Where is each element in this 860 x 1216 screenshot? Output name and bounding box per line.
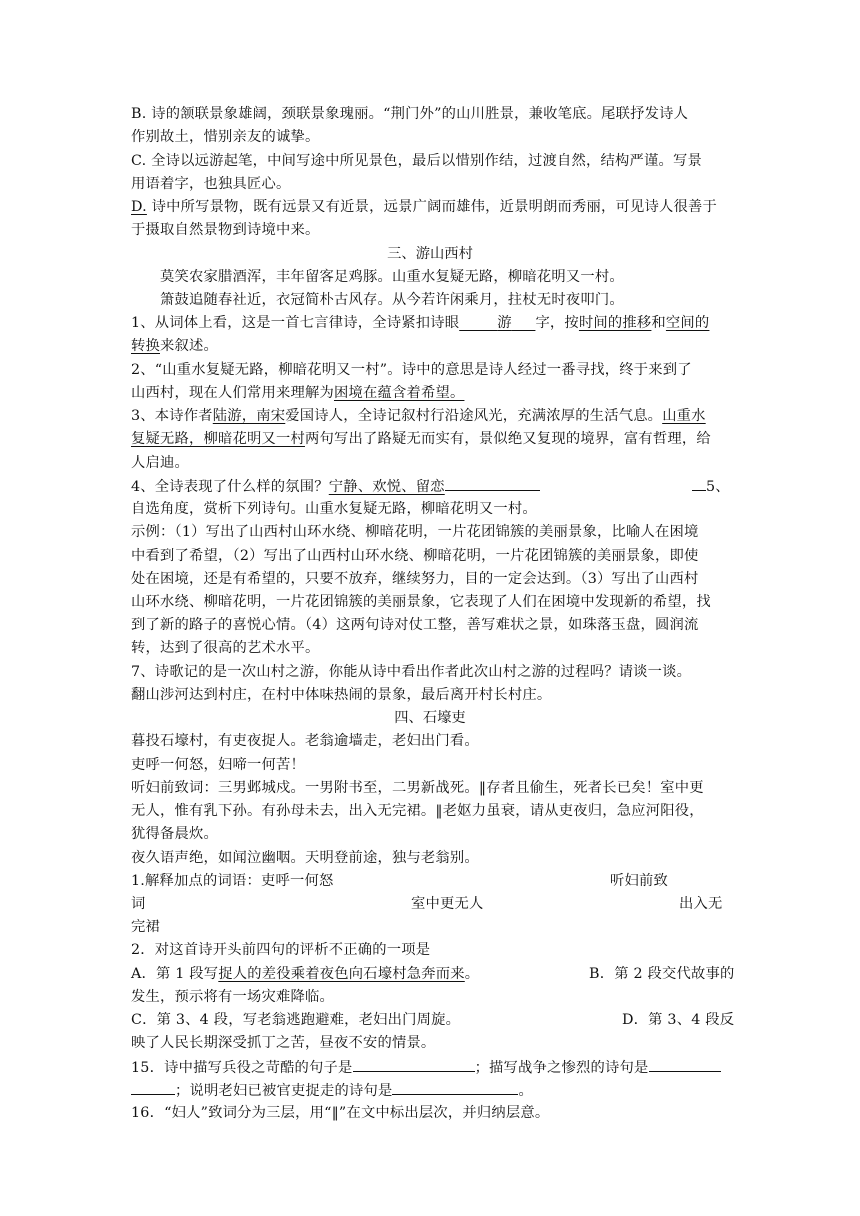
q2-answer: 困境在蕴含着希望。 bbox=[333, 385, 465, 401]
s4-option-a bbox=[131, 964, 479, 984]
q1-text-b: 字，按 bbox=[535, 315, 579, 331]
example-line-3: 处在困境，还是有希望的，只要不放弃，继续努力，目的一定会达到。（3）写出了山西村 bbox=[131, 571, 699, 587]
question-3-line-1 bbox=[131, 406, 706, 426]
question-5-line: 自选角度，赏析下列诗句。山重水复疑无路，柳暗花明又一村。 bbox=[131, 501, 537, 517]
s4-question-1-d: 室中更无人 bbox=[411, 896, 484, 912]
q3-answer-lines-2: 复疑无路，柳暗花明又一村 bbox=[131, 431, 305, 447]
q1-text-e: 来叙述。 bbox=[160, 338, 218, 354]
q1-answer-space-2: 转换 bbox=[131, 338, 160, 354]
q2-text: 山西村，现在人们常用来理解为 bbox=[131, 385, 334, 401]
q15-text-c: ；说明老妇已被官吏捉走的诗句是 bbox=[175, 1083, 393, 1099]
shihao-line-4: 无人，惟有乳下孙。有孙母未去，出入无完裙。‖老妪力虽衰，请从吏夜归，急应河阳役， bbox=[131, 803, 704, 819]
q3-text-c: 两句写出了路疑无而实有，景似绝又复现的境界，富有哲理，给 bbox=[304, 431, 711, 447]
question-15-line-2 bbox=[131, 1080, 533, 1101]
poem-line-2: 箫鼓追随春社近，衣冠简朴古风存。从今若许闲乘月，拄杖无时夜叩门。 bbox=[160, 292, 624, 308]
q5-blank bbox=[692, 476, 706, 491]
option-d-text: 诗中所写景物，既有远景又有近景，远景广阔而雄伟，近景明朗而秀丽，可见诗人很善于 bbox=[146, 199, 718, 215]
s4-question-1-f: 完裙 bbox=[131, 919, 160, 935]
question-16-line: 16．“妇人”致词分为三层，用“‖”在文中标出层次，并归纳层意。 bbox=[131, 1105, 550, 1121]
q4-blank bbox=[445, 476, 540, 491]
q1-text: 1、从词体上看，这是一首七言律诗，全诗紧扣诗眼 bbox=[131, 315, 460, 331]
s4-question-1-c: 词 bbox=[131, 896, 146, 912]
option-d-line-1 bbox=[131, 197, 717, 217]
example-line-2: 中看到了希望，（2）写出了山西村山环水绕、柳暗花明，一片花团锦簇的美丽景象，即使 bbox=[131, 548, 699, 564]
s4-question-1-b: 听妇前致 bbox=[610, 873, 668, 889]
question-3-line-3: 人启迪。 bbox=[131, 455, 189, 471]
s4-option-c: C．第 3、4 段，写老翁逃跑避难，老妇出门周旋。 bbox=[131, 1012, 461, 1028]
option-a-underlined: 捉人的差役乘着夜色向石壕村急奔而来 bbox=[218, 966, 465, 982]
option-c-line-2: 用语着字，也独具匠心。 bbox=[131, 176, 291, 192]
question-7-line: 7、诗歌记的是一次山村之游，你能从诗中看出作者此次山村之游的过程吗？请谈一谈。 bbox=[131, 664, 692, 680]
question-4-line bbox=[131, 476, 731, 497]
example-line-5: 到了新的路子的喜悦心情。（4）这两句诗对仗工整，善写难状之景，如珠落玉盘，圆润流 bbox=[131, 617, 699, 633]
q15-text-b: ；描写战争之惨烈的诗句是 bbox=[474, 1060, 649, 1076]
q5-label: 5、 bbox=[706, 479, 730, 495]
poem-line-1: 莫笑农家腊酒浑，丰年留客足鸡豚。山重水复疑无路，柳暗花明又一村。 bbox=[160, 269, 624, 285]
s4-question-2: 2．对这首诗开头前四句的评析不正确的一项是 bbox=[131, 942, 431, 958]
q3-answer-author: 陆游，南宋 bbox=[212, 408, 286, 424]
question-3-line-2 bbox=[131, 429, 711, 449]
q1-text-c: 和 bbox=[651, 315, 666, 331]
option-b-line-2: 作别故土，惜别亲友的诚挚。 bbox=[131, 129, 320, 145]
option-d-label: D. bbox=[131, 199, 147, 215]
q1-answer bbox=[459, 315, 535, 331]
q15-blank-3[interactable] bbox=[392, 1080, 518, 1095]
q1-answer-time: 时间的推移 bbox=[578, 315, 652, 331]
example-line-6: 转，达到了很高的艺术水平。 bbox=[131, 640, 320, 656]
shihao-line-2: 吏呼一何怒，妇啼一何苦！ bbox=[131, 757, 305, 773]
q15-text: 15．诗中描写兵役之苛酷的句子是 bbox=[131, 1060, 353, 1076]
s4-option-b-cont: 发生，预示将有一场灾难降临。 bbox=[131, 989, 334, 1005]
option-c-line-1: C. 全诗以远游起笔，中间写途中所见景色，最后以惜别作结，过渡自然，结构严谨。写景 bbox=[131, 153, 702, 169]
option-a-text: A．第 1 段写 bbox=[131, 966, 219, 982]
q4-text: 4、全诗表现了什么样的氛围？ bbox=[131, 479, 329, 495]
question-15-line-1 bbox=[131, 1057, 721, 1078]
question-7-answer: 翻山涉河达到村庄，在村中体味热闹的景象，最后离开村长村庄。 bbox=[131, 687, 552, 703]
q3-text-b: 爱国诗人，全诗记叙村行沿途风光，充满浓厚的生活气息。 bbox=[285, 408, 663, 424]
q3-answer-lines: 山重水 bbox=[662, 408, 706, 424]
shihao-line-3: 听妇前致词：三男邺城戍。一男附书至，二男新战死。‖存者且偷生，死者长已矣！室中更 bbox=[131, 780, 704, 796]
s4-option-b: B．第 2 段交代故事的 bbox=[589, 966, 735, 982]
option-b-line-1: B. 诗的颔联景象雄阔，颈联景象瑰丽。“荆门外”的山川胜景，兼收笔底。尾联抒发诗人 bbox=[131, 106, 689, 122]
option-d-line-2: 于摄取自然景物到诗境中来。 bbox=[131, 222, 320, 238]
q15-blank-2-cont[interactable] bbox=[131, 1080, 175, 1095]
section-4-title: 四、石壕吏 bbox=[394, 710, 466, 726]
example-line-1: 示例：（1）写出了山西村山环水绕、柳暗花明，一片花团锦簇的美丽景象，比喻人在困境 bbox=[131, 524, 699, 540]
q4-answer: 宁静、欢悦、留恋 bbox=[328, 479, 445, 495]
q15-text-d: 。 bbox=[518, 1083, 533, 1099]
section-3-title: 三、游山西村 bbox=[387, 246, 473, 262]
example-line-4: 山环水绕、柳暗花明，一片花团锦簇的美丽景象，它表现了人们在困境中发现新的希望，找 bbox=[131, 594, 711, 610]
q15-blank-1[interactable] bbox=[353, 1057, 475, 1072]
question-1-line-2 bbox=[131, 336, 218, 356]
question-1-line-1 bbox=[131, 313, 709, 333]
question-5-number bbox=[692, 476, 730, 497]
s4-question-1-a: 1.解释加点的词语：吏呼一何怒 bbox=[131, 873, 334, 889]
shihao-line-5: 犹得备晨炊。 bbox=[131, 826, 218, 842]
option-a-end: 。 bbox=[464, 966, 480, 982]
shihao-line-1: 暮投石壕村，有吏夜捉人。老翁逾墙走，老妇出门看。 bbox=[131, 733, 479, 749]
question-2-line-1: 2、“山重水复疑无路，柳暗花明又一村”。诗中的意思是诗人经过一番寻找，终于来到了 bbox=[131, 362, 692, 378]
q3-text: 3、本诗作者 bbox=[131, 408, 213, 424]
q1-answer-space: 空间的 bbox=[665, 315, 710, 331]
q1-answer-text: 游 bbox=[497, 315, 512, 331]
s4-question-1-e: 出入无 bbox=[679, 896, 723, 912]
s4-option-d-cont: 映了人民长期深受抓丁之苦，昼夜不安的情景。 bbox=[131, 1035, 436, 1051]
s4-option-d: D．第 3、4 段反 bbox=[622, 1012, 735, 1028]
question-2-line-2 bbox=[131, 383, 464, 403]
q15-blank-2[interactable] bbox=[649, 1057, 721, 1072]
shihao-line-6: 夜久语声绝，如闻泣幽咽。天明登前途，独与老翁别。 bbox=[131, 850, 479, 866]
